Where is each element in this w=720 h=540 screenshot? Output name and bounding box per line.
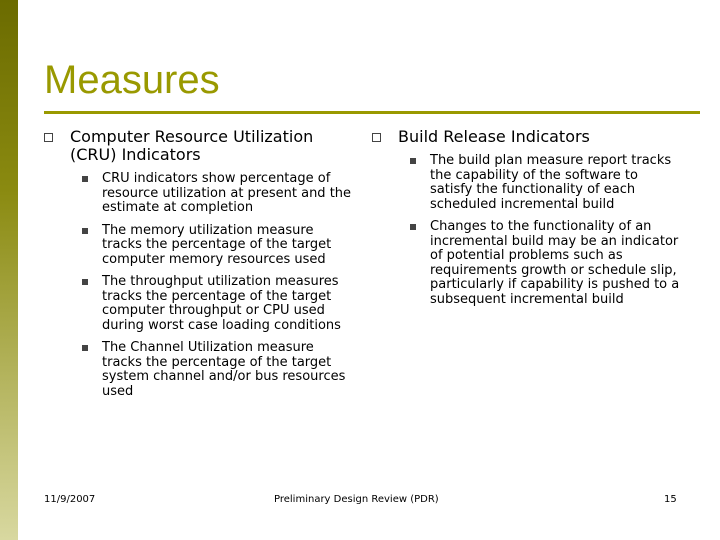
right-column (372, 128, 682, 315)
sub-bullet-cru-1 (44, 172, 354, 216)
cru-heading-text: Computer Resource Utilization (CRU) Indicators (70, 127, 314, 164)
sub-bullet-cru-3 (44, 275, 354, 333)
sub-bullet-cru-4 (44, 341, 354, 399)
sub-bullet-build-2 (372, 220, 682, 307)
left-accent-bar (0, 0, 18, 540)
filled-square-bullet-icon (410, 158, 416, 164)
left-column (44, 128, 354, 407)
filled-square-bullet-icon (410, 224, 416, 230)
filled-square-bullet-icon (82, 228, 88, 234)
sub-bullet-cru-2 (44, 224, 354, 268)
title-underline (44, 111, 700, 114)
slide-title: Measures (44, 58, 220, 102)
sub-bullet-text: The build plan measure report tracks the capability of the software to satisfy the functionality of each scheduled incremental build (430, 153, 672, 212)
hollow-square-bullet-icon (44, 133, 53, 142)
sub-bullet-text: Changes to the functionality of an incremental build may be an indicator of potential problems such as requirements growth or schedule slip, particularly if capability is pushed to a subsequent incremental build (430, 219, 680, 307)
page-number: 15 (664, 494, 677, 505)
hollow-square-bullet-icon (372, 133, 381, 142)
footer-title: Preliminary Design Review (PDR) (274, 494, 439, 505)
sub-bullet-text: The throughput utilization measures tracks the percentage of the target computer throughput or CPU used during worst case loading conditions (102, 274, 341, 333)
bullet-cru-heading (44, 128, 354, 164)
sub-bullet-text: The memory utilization measure tracks the percentage of the target computer memory resources used (102, 222, 332, 267)
filled-square-bullet-icon (82, 176, 88, 182)
sub-bullet-build-1 (372, 154, 682, 212)
filled-square-bullet-icon (82, 345, 88, 351)
filled-square-bullet-icon (82, 279, 88, 285)
footer-date: 11/9/2007 (44, 494, 96, 505)
sub-bullet-text: CRU indicators show percentage of resource utilization at present and the estimate at completion (102, 171, 352, 215)
bullet-build-heading (372, 128, 682, 146)
sub-bullet-text: The Channel Utilization measure tracks the percentage of the target system channel and/or bus resources used (102, 340, 346, 399)
build-heading-text: Build Release Indicators (398, 127, 590, 146)
